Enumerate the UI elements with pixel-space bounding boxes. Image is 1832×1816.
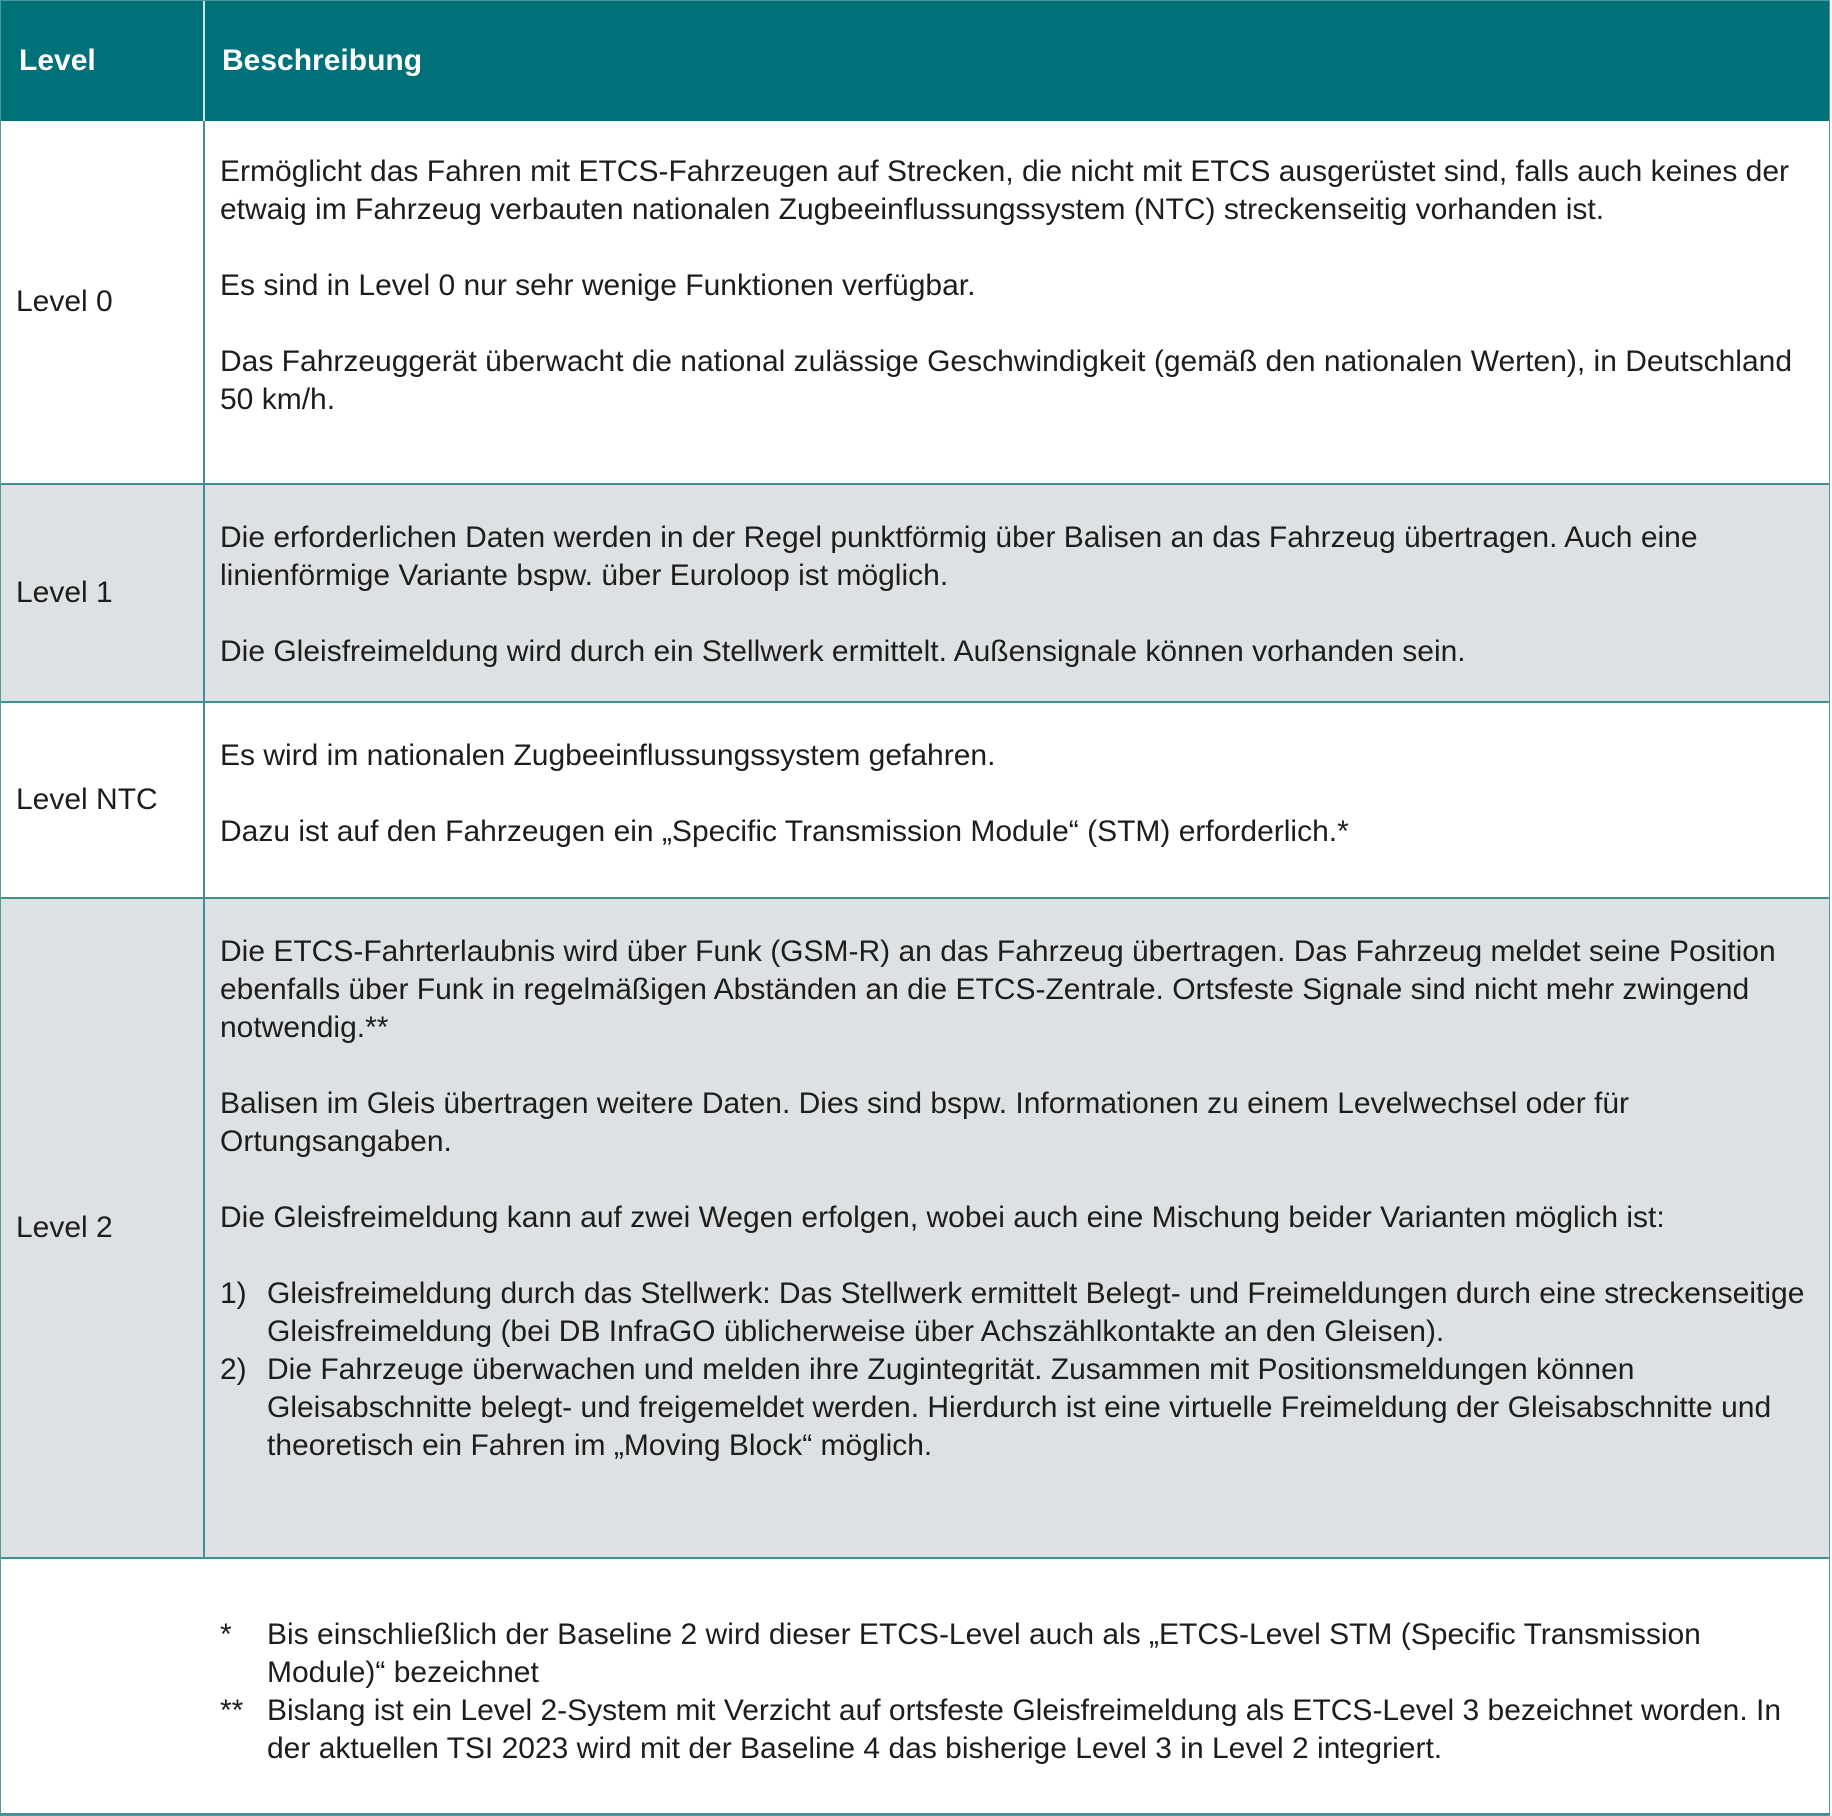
list-item	[220, 1351, 1811, 1465]
description-paragraph: Ermöglicht das Fahren mit ETCS-Fahrzeugen auf Strecken, die nicht mit ETCS ausgerüstet sind, falls auch keines der etwaig im Fahrzeug verbauten nationalen Zugbeeinflussungssystem (NTC) streckenseitig vorhanden ist.	[220, 155, 1790, 226]
level-label: Level 1	[1, 485, 205, 701]
list-number: 1)	[220, 1277, 247, 1310]
footnote	[220, 1692, 1811, 1768]
list-text: Gleisfreimeldung durch das Stellwerk: Das Stellwerk ermittelt Belegt- und Freimeldungen durch eine streckenseitige Gleisfreimeldung (bei DB InfraGO üblicherweise über Achszählkontakte an den Gleisen).	[267, 1277, 1805, 1348]
footnotes-row	[1, 1559, 1829, 1815]
level-description	[205, 485, 1829, 701]
table-row-level-0	[1, 121, 1829, 485]
level-label: Level 0	[1, 121, 205, 483]
header-description: Beschreibung	[222, 44, 423, 77]
footnote	[220, 1616, 1811, 1692]
footnote-mark: *	[220, 1618, 232, 1651]
table-row-level-1	[1, 485, 1829, 703]
level-description	[205, 899, 1829, 1557]
list-item	[220, 1275, 1811, 1351]
table-row-level-ntc	[1, 703, 1829, 899]
table-header	[1, 1, 1829, 121]
description-paragraph: Die erforderlichen Daten werden in der Regel punktförmig über Balisen an das Fahrzeug übertragen. Auch eine linienförmige Variante bspw. über Euroloop ist möglich.	[220, 521, 1698, 592]
level-label: Level 2	[1, 899, 205, 1557]
level-description	[205, 703, 1829, 897]
level-label: Level NTC	[1, 703, 205, 897]
footnote-text: Bis einschließlich der Baseline 2 wird dieser ETCS-Level auch als „ETCS-Level STM (Specific Transmission Module)“ bezeichnet	[267, 1618, 1701, 1689]
footnote-text: Bislang ist ein Level 2-System mit Verzicht auf ortsfeste Gleisfreimeldung als ETCS-Level 3 bezeichnet worden. In der aktuellen TSI 2023 wird mit der Baseline 4 das bisherige Level 3 in Level 2 integriert.	[267, 1694, 1782, 1765]
level-description	[205, 121, 1829, 483]
list-number: 2)	[220, 1353, 247, 1386]
description-paragraph: Es sind in Level 0 nur sehr wenige Funktionen verfügbar.	[220, 269, 976, 302]
numbered-list	[220, 1275, 1811, 1465]
description-paragraph: Das Fahrzeuggerät überwacht die national zulässige Geschwindigkeit (gemäß den nationalen Werten), in Deutschland 50 km/h.	[220, 345, 1792, 416]
footnote-mark: **	[220, 1694, 244, 1727]
description-paragraph: Die ETCS-Fahrterlaubnis wird über Funk (GSM-R) an das Fahrzeug übertragen. Das Fahrzeug meldet seine Position ebenfalls über Funk in regelmäßigen Abständen an die ETCS-Zentrale. Ortsfeste Signale sind nicht mehr zwingend notwendig.**	[220, 935, 1776, 1044]
description-paragraph: Es wird im nationalen Zugbeeinflussungssystem gefahren.	[220, 739, 996, 772]
description-paragraph: Balisen im Gleis übertragen weitere Daten. Dies sind bspw. Informationen zu einem Levelwechsel oder für Ortungsangaben.	[220, 1087, 1630, 1158]
header-level: Level	[1, 1, 205, 121]
list-text: Die Fahrzeuge überwachen und melden ihre Zugintegrität. Zusammen mit Positionsmeldungen können Gleisabschnitte belegt- und freigemeldet werden. Hierdurch ist eine virtuelle Freimeldung der Gleisabschnitte und theoretisch ein Fahren im „Moving Block“ möglich.	[267, 1353, 1772, 1462]
description-paragraph: Dazu ist auf den Fahrzeugen ein „Specific Transmission Module“ (STM) erforderlich.*	[220, 815, 1349, 848]
table-row-level-2	[1, 899, 1829, 1559]
description-paragraph: Die Gleisfreimeldung wird durch ein Stellwerk ermittelt. Außensignale können vorhanden sein.	[220, 635, 1466, 668]
description-paragraph: Die Gleisfreimeldung kann auf zwei Wegen erfolgen, wobei auch eine Mischung beider Varianten möglich ist:	[220, 1201, 1665, 1234]
